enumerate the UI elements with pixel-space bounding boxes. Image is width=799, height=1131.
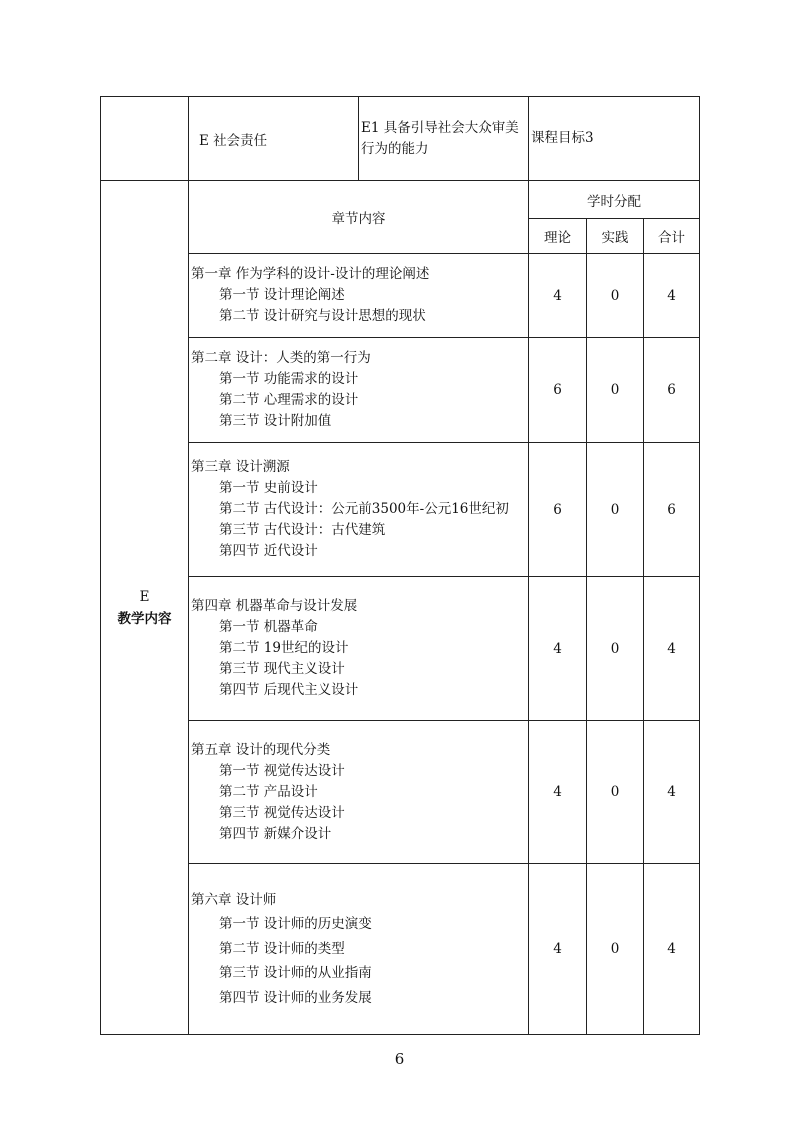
chapter-title: 第六章 设计师 <box>191 891 277 908</box>
section-item: 第四节 新媒介设计 <box>219 825 332 842</box>
section-item: 第三节 古代设计：古代建筑 <box>219 522 386 538</box>
practice-hours: 0 <box>587 254 644 338</box>
chapter-cell <box>189 254 529 338</box>
theory-hours: 6 <box>529 443 587 577</box>
section-item: 第一节 史前设计 <box>219 480 318 496</box>
section-item: 第一节 设计理论阐述 <box>219 287 345 303</box>
theory-header: 理论 <box>529 219 587 254</box>
section-item: 第四节 设计师的业务发展 <box>219 989 372 1006</box>
table-row <box>101 577 700 721</box>
practice-hours: 0 <box>587 864 644 1035</box>
section-item: 第三节 设计附加值 <box>219 413 332 429</box>
content-header: 章节内容 <box>189 181 529 254</box>
practice-hours: 0 <box>587 577 644 721</box>
section-item: 第二节 产品设计 <box>219 783 318 800</box>
section-item: 第三节 设计师的从业指南 <box>219 965 372 982</box>
section-item: 第二节 设计师的类型 <box>219 940 345 957</box>
chapter-cell <box>189 577 529 721</box>
theory-hours: 4 <box>529 577 587 721</box>
total-hours: 6 <box>644 338 700 443</box>
syllabus-table <box>100 96 700 1035</box>
section-item: 第一节 功能需求的设计 <box>219 371 359 387</box>
chapter-title: 第一章 作为学科的设计-设计的理论阐述 <box>191 266 430 282</box>
objective-row <box>101 97 700 181</box>
practice-hours: 0 <box>587 338 644 443</box>
chapter-title: 第五章 设计的现代分类 <box>191 741 331 758</box>
theory-hours: 6 <box>529 338 587 443</box>
chapter-title: 第三章 设计溯源 <box>191 459 290 475</box>
practice-header: 实践 <box>587 219 644 254</box>
theory-hours: 4 <box>529 864 587 1035</box>
section-item: 第二节 设计研究与设计思想的现状 <box>219 308 426 324</box>
section-item: 第四节 近代设计 <box>219 543 318 559</box>
total-hours: 6 <box>644 443 700 577</box>
table-row <box>101 721 700 864</box>
total-header: 合计 <box>644 219 700 254</box>
empty-cell <box>101 97 189 181</box>
total-hours: 4 <box>644 864 700 1035</box>
section-label-cell <box>101 181 189 1035</box>
table-row <box>101 443 700 577</box>
section-item: 第二节 古代设计：公元前3500年-公元16世纪初 <box>219 501 509 517</box>
section-item: 第二节 心理需求的设计 <box>219 392 359 408</box>
section-item: 第二节 19世纪的设计 <box>219 640 349 656</box>
theory-hours: 4 <box>529 721 587 864</box>
page-number: 6 <box>394 1050 405 1068</box>
table-row <box>101 864 700 1035</box>
chapter-cell <box>189 721 529 864</box>
section-item: 第三节 现代主义设计 <box>219 661 345 677</box>
theory-hours: 4 <box>529 254 587 338</box>
chapter-title: 第二章 设计：人类的第一行为 <box>191 350 371 366</box>
section-name: 教学内容 <box>117 610 172 627</box>
section-item: 第一节 设计师的历史演变 <box>219 916 372 933</box>
objective-cell <box>359 97 529 181</box>
practice-hours: 0 <box>587 443 644 577</box>
total-hours: 4 <box>644 721 700 864</box>
section-item: 第一节 视觉传达设计 <box>219 762 345 779</box>
total-hours: 4 <box>644 254 700 338</box>
hours-group-row <box>101 181 700 219</box>
chapter-title: 第四章 机器革命与设计发展 <box>191 598 358 614</box>
category-cell: E 社会责任 <box>189 97 359 181</box>
objective-line: E1 具备引导社会大众审美 <box>361 119 519 136</box>
section-item: 第一节 机器革命 <box>219 619 318 635</box>
total-hours: 4 <box>644 577 700 721</box>
chapter-cell <box>189 443 529 577</box>
practice-hours: 0 <box>587 721 644 864</box>
hours-group-header: 学时分配 <box>529 181 700 219</box>
section-code: E <box>139 588 150 605</box>
section-item: 第三节 视觉传达设计 <box>219 804 345 821</box>
table-row <box>101 338 700 443</box>
chapter-cell <box>189 338 529 443</box>
course-goal-cell: 课程目标3 <box>529 97 700 181</box>
objective-line: 行为的能力 <box>361 140 429 157</box>
chapter-cell <box>189 864 529 1035</box>
table-row <box>101 254 700 338</box>
section-item: 第四节 后现代主义设计 <box>219 682 359 698</box>
